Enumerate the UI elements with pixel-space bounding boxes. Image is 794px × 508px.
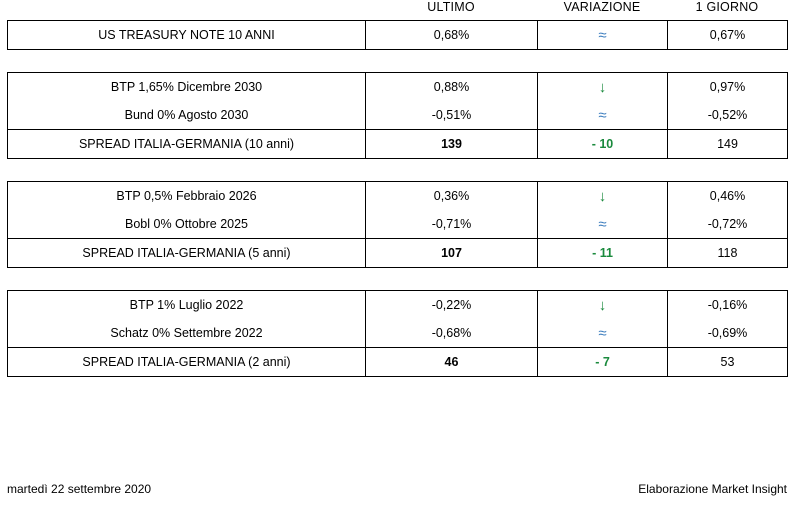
last-value: -0,71% bbox=[366, 210, 538, 239]
column-header-row bbox=[7, 0, 787, 20]
column-header-table bbox=[7, 0, 787, 20]
footer-source: Elaborazione Market Insight bbox=[638, 482, 787, 496]
last-value: 107 bbox=[366, 239, 538, 268]
last-value: -0,68% bbox=[366, 319, 538, 348]
variation-cell bbox=[538, 73, 668, 102]
variation-cell bbox=[538, 291, 668, 320]
variation-cell bbox=[538, 130, 668, 159]
arrow-down-icon: ↓ bbox=[598, 187, 607, 205]
instrument-name: SPREAD ITALIA-GERMANIA (10 anni) bbox=[8, 130, 366, 159]
instrument-name: SPREAD ITALIA-GERMANIA (2 anni) bbox=[8, 348, 366, 377]
previous-value: 118 bbox=[668, 239, 788, 268]
variation-cell bbox=[538, 210, 668, 239]
footer-date: martedì 22 settembre 2020 bbox=[7, 482, 152, 496]
previous-value: 53 bbox=[668, 348, 788, 377]
table-row bbox=[8, 73, 788, 102]
quote-table-spread-5y bbox=[7, 181, 788, 268]
previous-value: 0,46% bbox=[709, 189, 746, 203]
table-row bbox=[8, 182, 788, 211]
variation-cell bbox=[538, 21, 668, 50]
table-row bbox=[8, 101, 788, 130]
table-row bbox=[8, 291, 788, 320]
header-ultimo: ULTIMO bbox=[427, 0, 475, 14]
instrument-name: SPREAD ITALIA-GERMANIA (5 anni) bbox=[8, 239, 366, 268]
last-value: -0,22% bbox=[366, 291, 538, 320]
quote-table-treasury bbox=[7, 20, 788, 50]
block-spacer bbox=[0, 268, 794, 290]
arrow-down-icon: ↓ bbox=[598, 296, 607, 314]
previous-value: -0,52% bbox=[707, 108, 748, 122]
table-row bbox=[8, 319, 788, 348]
last-value: 0,88% bbox=[366, 73, 538, 102]
quote-table-spread-2y bbox=[7, 290, 788, 377]
flat-icon: ≈ bbox=[598, 215, 607, 233]
instrument-name: US TREASURY NOTE 10 ANNI bbox=[8, 21, 366, 50]
header-giorno: 1 GIORNO bbox=[695, 0, 759, 14]
quote-table-spread-10y bbox=[7, 72, 788, 159]
variation-value: - 7 bbox=[595, 355, 610, 369]
arrow-down-icon: ↓ bbox=[598, 78, 607, 96]
blocks-container bbox=[0, 20, 794, 377]
previous-value: 149 bbox=[668, 130, 788, 159]
variation-cell bbox=[538, 348, 668, 377]
table-row bbox=[8, 21, 788, 50]
last-value: 46 bbox=[366, 348, 538, 377]
instrument-name: BTP 1% Luglio 2022 bbox=[8, 291, 366, 320]
previous-value: 0,97% bbox=[709, 80, 746, 94]
table-row bbox=[8, 348, 788, 377]
variation-value: - 10 bbox=[591, 137, 614, 151]
previous-value: -0,72% bbox=[707, 217, 748, 231]
variation-cell bbox=[538, 101, 668, 130]
header-variazione: VARIAZIONE bbox=[563, 0, 641, 14]
last-value: 139 bbox=[366, 130, 538, 159]
variation-cell bbox=[538, 319, 668, 348]
last-value: 0,36% bbox=[366, 182, 538, 211]
previous-value: -0,16% bbox=[707, 298, 748, 312]
last-value: -0,51% bbox=[366, 101, 538, 130]
variation-cell bbox=[538, 182, 668, 211]
last-value: 0,68% bbox=[366, 21, 538, 50]
previous-value: 0,67% bbox=[709, 28, 746, 42]
block-spacer bbox=[0, 159, 794, 181]
block-spacer bbox=[0, 50, 794, 72]
table-row bbox=[8, 210, 788, 239]
flat-icon: ≈ bbox=[598, 106, 607, 124]
flat-icon: ≈ bbox=[598, 26, 607, 44]
table-row bbox=[8, 239, 788, 268]
variation-value: - 11 bbox=[592, 246, 613, 260]
instrument-name: BTP 1,65% Dicembre 2030 bbox=[8, 73, 366, 102]
instrument-name: Bund 0% Agosto 2030 bbox=[8, 101, 366, 130]
variation-cell bbox=[538, 239, 668, 268]
instrument-name: Schatz 0% Settembre 2022 bbox=[8, 319, 366, 348]
header-blank bbox=[7, 0, 365, 20]
table-row bbox=[8, 130, 788, 159]
instrument-name: BTP 0,5% Febbraio 2026 bbox=[8, 182, 366, 211]
footer bbox=[7, 482, 787, 496]
instrument-name: Bobl 0% Ottobre 2025 bbox=[8, 210, 366, 239]
previous-value: -0,69% bbox=[707, 326, 748, 340]
flat-icon: ≈ bbox=[598, 324, 607, 342]
